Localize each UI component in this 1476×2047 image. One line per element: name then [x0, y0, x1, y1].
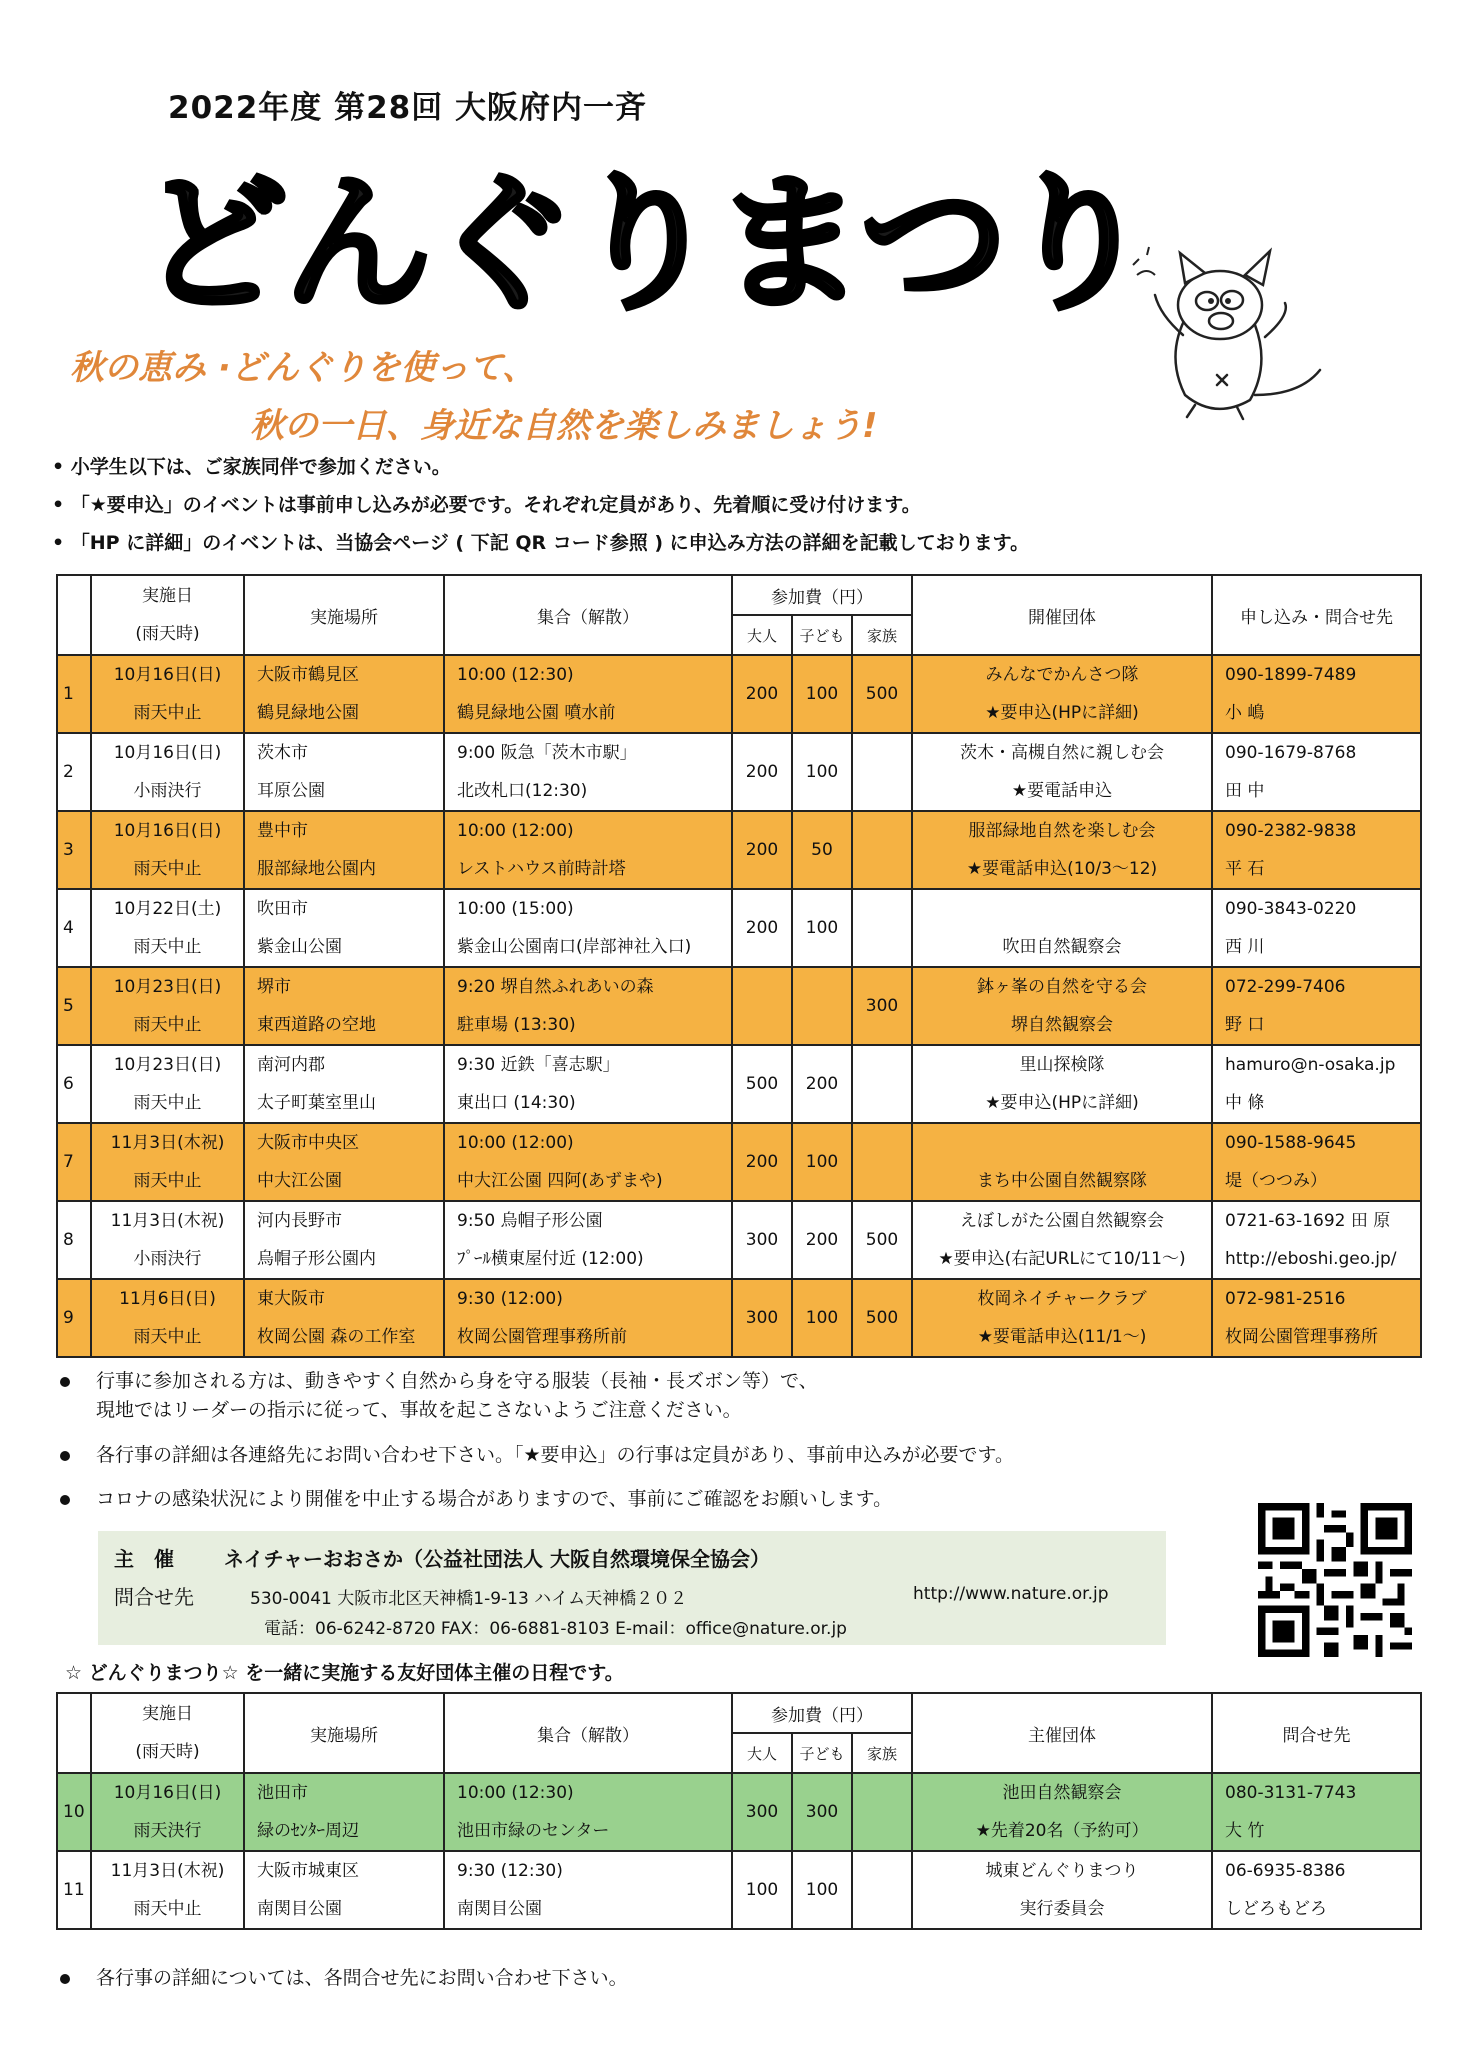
org-cell: 池田自然観察会 ★先着20名（予約可）: [912, 1773, 1212, 1851]
bullet-dot-icon: [60, 1451, 70, 1461]
table-row: [57, 889, 1421, 967]
meet-cell: 10:00 (12:00) 中大江公園 四阿(あずまや): [444, 1123, 732, 1201]
fee-child: 100: [792, 1851, 852, 1929]
fee-child: 100: [792, 655, 852, 733]
organizer-label: 主 催: [114, 1547, 174, 1571]
date-cell: 10月16日(日) 小雨決行: [91, 733, 244, 811]
fee-adult: 500: [732, 1045, 792, 1123]
meet-cell: 9:20 堺自然ふれあいの森 駐車場 (13:30): [444, 967, 732, 1045]
date-cell: 11月3日(木祝) 雨天中止: [91, 1123, 244, 1201]
header-contact: 問合せ先: [1212, 1693, 1421, 1773]
friend-event-table: [56, 1692, 1422, 1930]
table-row: [57, 1201, 1421, 1279]
date-cell: 11月6日(日) 雨天中止: [91, 1279, 244, 1357]
contact-cell[interactable]: 072-299-7406 野 口: [1212, 967, 1421, 1045]
org-cell: 里山探検隊 ★要申込(HPに詳細): [912, 1045, 1212, 1123]
date-cell: 10月16日(日) 雨天中止: [91, 811, 244, 889]
mascot-mouse-icon: [1125, 245, 1335, 425]
org-cell: まち中公園自然観察隊: [912, 1123, 1212, 1201]
meet-cell: 9:30 (12:30) 南関目公園: [444, 1851, 732, 1929]
fee-child: 200: [792, 1045, 852, 1123]
contact-cell[interactable]: 090-1588-9645 堤（つつみ）: [1212, 1123, 1421, 1201]
fee-family: [852, 1123, 912, 1201]
org-cell: えぼしがた公園自然観察会 ★要申込(右記URLにて10/11〜): [912, 1201, 1212, 1279]
meet-cell: 9:30 近鉄「喜志駅」 東出口 (14:30): [444, 1045, 732, 1123]
fee-family: [852, 811, 912, 889]
table-row: [57, 1851, 1421, 1929]
organizer-phones: 電話：06-6242-8720 FAX：06-6881-8103 E-mail：office@nature.or.jp: [264, 1619, 847, 1639]
header-family: 家族: [852, 1733, 912, 1773]
table-row: [57, 967, 1421, 1045]
fee-child: 100: [792, 733, 852, 811]
contact-cell[interactable]: 080-3131-7743 大 竹: [1212, 1773, 1421, 1851]
row-number: 5: [57, 967, 91, 1045]
fee-adult: 300: [732, 1773, 792, 1851]
org-cell: みんなでかんさつ隊 ★要申込(HPに詳細): [912, 655, 1212, 733]
header-child: 子ども: [792, 1733, 852, 1773]
row-number: 7: [57, 1123, 91, 1201]
meet-cell: 10:00 (12:00) レストハウス前時計塔: [444, 811, 732, 889]
fee-child: 300: [792, 1773, 852, 1851]
date-cell: 10月22日(土) 雨天中止: [91, 889, 244, 967]
place-cell: 豊中市 服部緑地公園内: [244, 811, 444, 889]
row-number: 8: [57, 1201, 91, 1279]
fee-adult: 200: [732, 811, 792, 889]
date-cell: 11月3日(木祝) 雨天中止: [91, 1851, 244, 1929]
bullet-2: 各行事の詳細は各連絡先にお問い合わせ下さい。「★要申込」の行事は定員があり、事前申込みが必要です。: [60, 1440, 1014, 1467]
place-cell: 東大阪市 枚岡公園 森の工作室: [244, 1279, 444, 1357]
place-cell: 堺市 東西道路の空地: [244, 967, 444, 1045]
place-cell: 南河内郡 太子町葉室里山: [244, 1045, 444, 1123]
fee-child: 50: [792, 811, 852, 889]
header-adult: 大人: [732, 1733, 792, 1773]
title-text: どんぐりまつり: [140, 158, 1148, 330]
header-meet: 集合（解散）: [444, 1693, 732, 1773]
org-cell: 吹田自然観察会: [912, 889, 1212, 967]
table-row: [57, 1279, 1421, 1357]
note-1: • 小学生以下は、ご家族同伴で参加ください。: [52, 456, 451, 478]
row-number: 9: [57, 1279, 91, 1357]
meet-cell: 9:50 烏帽子形公園 ﾌﾟｰﾙ横東屋付近 (12:00): [444, 1201, 732, 1279]
meet-cell: 10:00 (12:30) 鶴見緑地公園 噴水前: [444, 655, 732, 733]
header-org: 開催団体: [912, 575, 1212, 655]
table-row: [57, 733, 1421, 811]
date-cell: 11月3日(木祝) 小雨決行: [91, 1201, 244, 1279]
contact-cell[interactable]: 090-1679-8768 田 中: [1212, 733, 1421, 811]
org-cell: 服部緑地自然を楽しむ会 ★要電話申込(10/3〜12): [912, 811, 1212, 889]
fee-adult: [732, 967, 792, 1045]
table-row: [57, 1123, 1421, 1201]
place-cell: 大阪市鶴見区 鶴見緑地公園: [244, 655, 444, 733]
fee-adult: 300: [732, 1201, 792, 1279]
contact-cell[interactable]: 090-1899-7489 小 嶋: [1212, 655, 1421, 733]
fee-child: 100: [792, 889, 852, 967]
org-cell: 鉢ヶ峯の自然を守る会 堺自然観察会: [912, 967, 1212, 1045]
date-cell: 10月23日(日) 雨天中止: [91, 1045, 244, 1123]
org-cell: 茨木・高槻自然に親しむ会 ★要電話申込: [912, 733, 1212, 811]
fee-family: 500: [852, 655, 912, 733]
page-header: 2022年度 第28回 大阪府内一斉: [168, 90, 648, 126]
header-meet: 集合（解散）: [444, 575, 732, 655]
contact-cell[interactable]: 06-6935-8386 しどろもどろ: [1212, 1851, 1421, 1929]
header-child: 子ども: [792, 615, 852, 655]
event-table: [56, 574, 1422, 1358]
place-cell: 大阪市中央区 中大江公園: [244, 1123, 444, 1201]
header-org: 主催団体: [912, 1693, 1212, 1773]
date-cell: 10月16日(日) 雨天決行: [91, 1773, 244, 1851]
note-3: • 「HP に詳細」のイベントは、当協会ページ ( 下記 QR コード参照 ) に申込み方法の詳細を記載しております。: [52, 532, 1030, 554]
header-adult: 大人: [732, 615, 792, 655]
meet-cell: 10:00 (12:30) 池田市緑のセンター: [444, 1773, 732, 1851]
meet-cell: 9:30 (12:00) 枚岡公園管理事務所前: [444, 1279, 732, 1357]
bullet-1: 行事に参加される方は、動きやすく自然から身を守る服装（長袖・長ズボン等）で、: [60, 1366, 818, 1393]
organizer-box: [98, 1531, 1166, 1645]
bullet-1-cont: 現地ではリーダーの指示に従って、事故を起こさないようご注意ください。: [96, 1399, 742, 1421]
row-number: 3: [57, 811, 91, 889]
fee-family: [852, 733, 912, 811]
place-cell: 池田市 緑のｾﾝﾀｰ周辺: [244, 1773, 444, 1851]
bullet-3: コロナの感染状況により開催を中止する場合がありますので、事前にご確認をお願いします。: [60, 1484, 892, 1511]
contact-cell[interactable]: 090-2382-9838 平 石: [1212, 811, 1421, 889]
title-logo: [140, 158, 1148, 330]
row-number: 4: [57, 889, 91, 967]
table-row: [57, 1773, 1421, 1851]
fee-family: [852, 1045, 912, 1123]
fee-child: [792, 967, 852, 1045]
contact-cell[interactable]: 072-981-2516 枚岡公園管理事務所: [1212, 1279, 1421, 1357]
place-cell: 吹田市 紫金山公園: [244, 889, 444, 967]
header-no: [57, 1693, 91, 1773]
slogan-line-2: 秋の一日、身近な自然を楽しみましょう!: [250, 406, 878, 446]
bullet-dot-icon: [60, 1495, 70, 1505]
inquiry-label: 問合せ先: [114, 1585, 194, 1609]
fee-family: [852, 1773, 912, 1851]
row-number: 2: [57, 733, 91, 811]
organizer-url[interactable]: http://www.nature.or.jp: [913, 1584, 1109, 1604]
row-number: 11: [57, 1851, 91, 1929]
fee-adult: 300: [732, 1279, 792, 1357]
org-cell: 枚岡ネイチャークラブ ★要電話申込(11/1〜): [912, 1279, 1212, 1357]
fee-adult: 200: [732, 889, 792, 967]
row-number: 1: [57, 655, 91, 733]
header-no: [57, 575, 91, 655]
row-number: 6: [57, 1045, 91, 1123]
slogan-line-1: 秋の恵み ·どんぐりを使って、: [70, 348, 537, 388]
row-number: 10: [57, 1773, 91, 1851]
fee-adult: 100: [732, 1851, 792, 1929]
fee-child: 100: [792, 1279, 852, 1357]
place-cell: 茨木市 耳原公園: [244, 733, 444, 811]
contact-cell[interactable]: 0721-63-1692 田 原 http://eboshi.geo.jp/: [1212, 1201, 1421, 1279]
table-row: [57, 811, 1421, 889]
place-cell: 大阪市城東区 南関目公園: [244, 1851, 444, 1929]
fee-adult: 200: [732, 733, 792, 811]
org-cell: 城東どんぐりまつり 実行委員会: [912, 1851, 1212, 1929]
header-date: 実施日 (雨天時): [91, 575, 244, 655]
place-cell: 河内長野市 烏帽子形公園内: [244, 1201, 444, 1279]
contact-cell[interactable]: hamuro@n-osaka.jp 中 條: [1212, 1045, 1421, 1123]
fee-child: 200: [792, 1201, 852, 1279]
qr-code-icon[interactable]: [1258, 1503, 1412, 1657]
bullet-dot-icon: [60, 1974, 70, 1984]
footer-note: 各行事の詳細については、各問合せ先にお問い合わせ下さい。: [60, 1963, 628, 1990]
table-row: [57, 1045, 1421, 1123]
header-place: 実施場所: [244, 1693, 444, 1773]
header-contact: 申し込み・問合せ先: [1212, 575, 1421, 655]
meet-cell: 10:00 (15:00) 紫金山公園南口(岸部神社入口): [444, 889, 732, 967]
organizer-address: 530-0041 大阪市北区天神橋1-9-13 ハイム天神橋２０２: [250, 1589, 688, 1609]
date-cell: 10月23日(日) 雨天中止: [91, 967, 244, 1045]
fee-adult: 200: [732, 1123, 792, 1201]
fee-family: [852, 1851, 912, 1929]
fee-family: 300: [852, 967, 912, 1045]
bullet-dot-icon: [60, 1377, 70, 1387]
header-date: 実施日 (雨天時): [91, 1693, 244, 1773]
meet-cell: 9:00 阪急「茨木市駅」 北改札口(12:30): [444, 733, 732, 811]
date-cell: 10月16日(日) 雨天中止: [91, 655, 244, 733]
fee-adult: 200: [732, 655, 792, 733]
fee-family: 500: [852, 1279, 912, 1357]
header-family: 家族: [852, 615, 912, 655]
friend-events-heading: ☆ どんぐりまつり☆ を一緒に実施する友好団体主催の日程です。: [65, 1662, 624, 1684]
header-fee: 参加費（円）: [732, 575, 912, 615]
note-2: • 「★要申込」のイベントは事前申し込みが必要です。それぞれ定員があり、先着順に受け付けます。: [52, 494, 921, 516]
header-fee: 参加費（円）: [732, 1693, 912, 1733]
contact-cell[interactable]: 090-3843-0220 西 川: [1212, 889, 1421, 967]
organizer-name: ネイチャーおおさか（公益社団法人 大阪自然環境保全協会）: [224, 1547, 770, 1571]
fee-family: [852, 889, 912, 967]
fee-child: 100: [792, 1123, 852, 1201]
header-place: 実施場所: [244, 575, 444, 655]
fee-family: 500: [852, 1201, 912, 1279]
table-row: [57, 655, 1421, 733]
